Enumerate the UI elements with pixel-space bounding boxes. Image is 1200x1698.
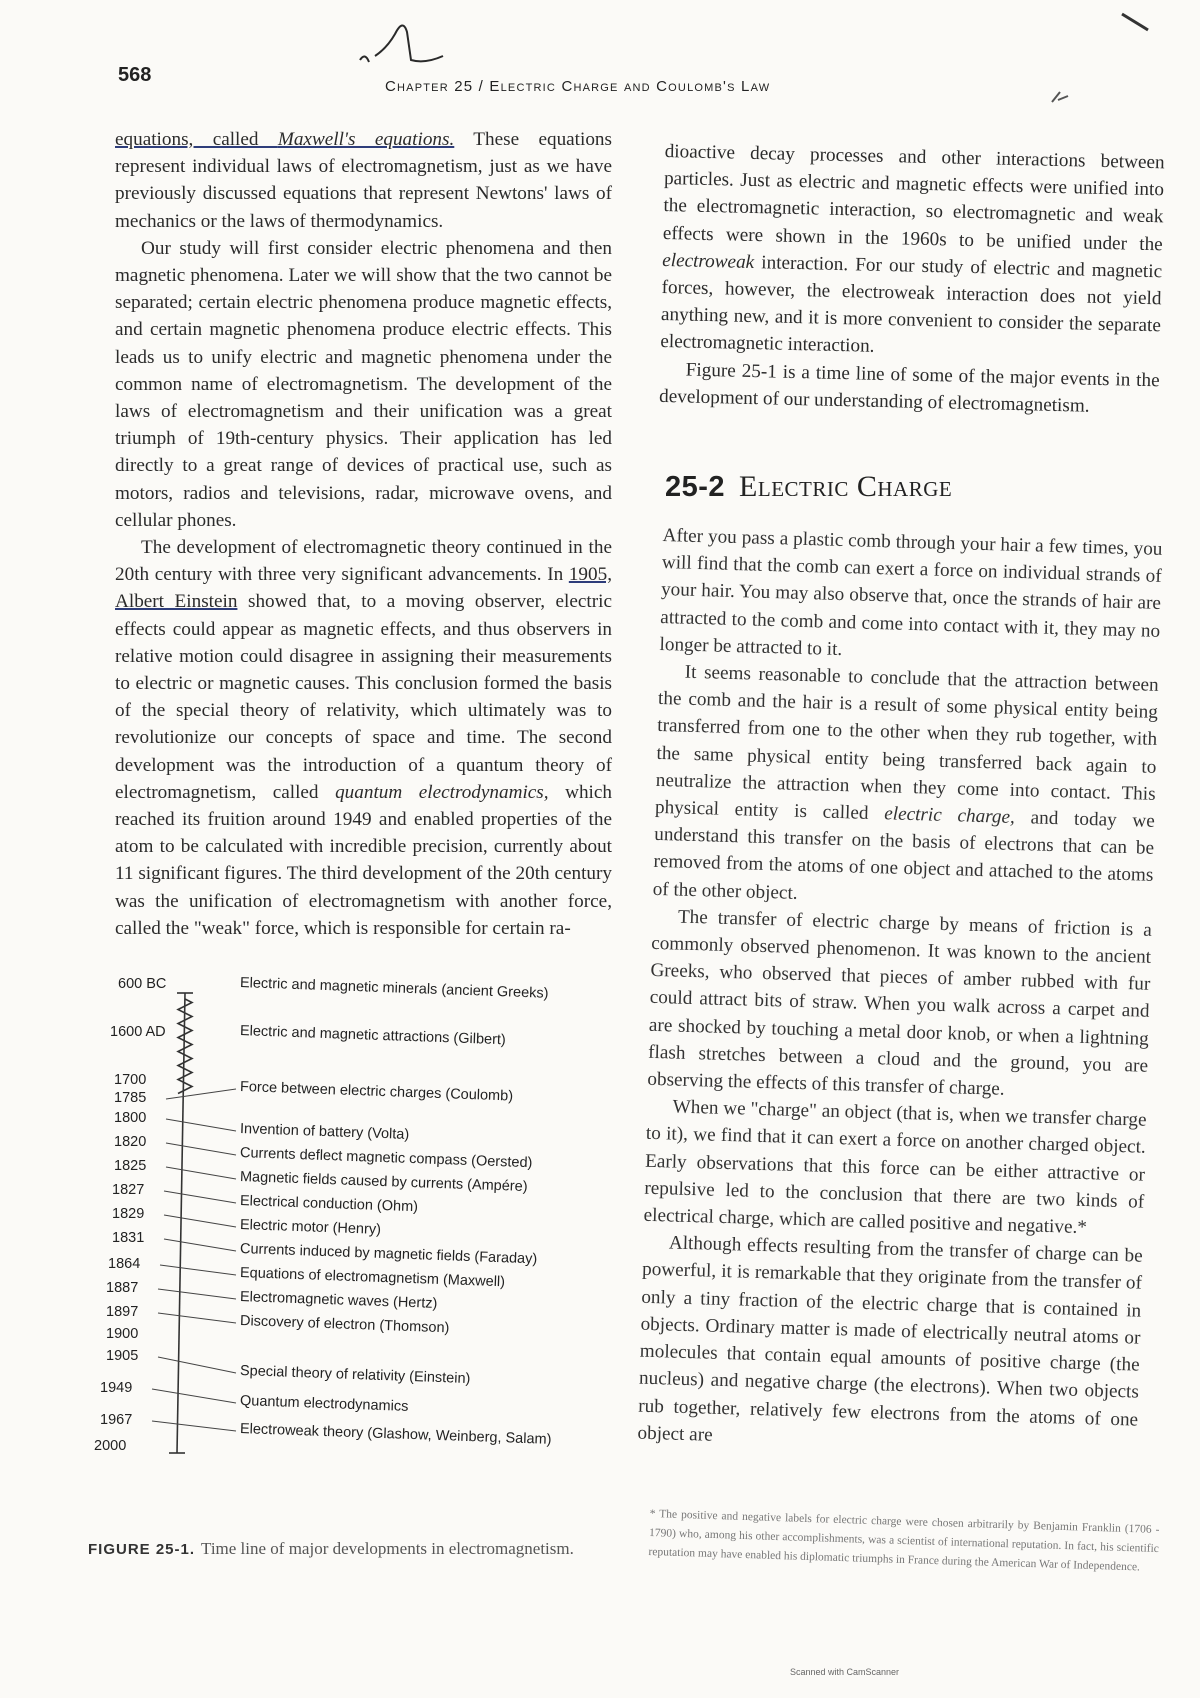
timeline-event: Quantum electrodynamics bbox=[239, 1393, 409, 1415]
qed-term: quantum electrodynamics, bbox=[335, 781, 549, 803]
timeline-year: 1825 bbox=[114, 1158, 147, 1174]
electric-charge-term: electric charge, bbox=[883, 803, 1016, 828]
maxwell-term: Maxwell's equations. bbox=[277, 129, 455, 150]
figure-caption-text: Time line of major developments in electromagnetism. bbox=[201, 1539, 574, 1558]
timeline-event: Electric and magnetic minerals (ancient Greeks) bbox=[239, 975, 549, 1002]
left-column bbox=[115, 126, 612, 942]
timeline-event: Equations of electromagnetism (Maxwell) bbox=[239, 1265, 506, 1291]
timeline-tick bbox=[158, 1289, 236, 1299]
page-number: 568 bbox=[118, 64, 152, 86]
timeline-year: 1864 bbox=[108, 1256, 141, 1272]
section-paragraph-1: After you pass a plastic comb through your hair a few times, you will find that the comb can exert a force on individual strands of your hair. You may also observe that, once the strands of hair are attracted to the comb and come into contact with it, they may no longer be attracted to it. bbox=[659, 524, 1163, 660]
text-run: The development of electromagnetic theory continued in the 20th century with three very significant advancements. In bbox=[115, 537, 612, 586]
right-column bbox=[659, 138, 1165, 421]
left-paragraph-3 bbox=[115, 534, 612, 942]
timeline-event: Electric motor (Henry) bbox=[239, 1217, 382, 1238]
timeline-year: 1700 bbox=[114, 1072, 147, 1088]
timeline-year: 2000 bbox=[94, 1438, 127, 1454]
timeline-tick bbox=[164, 1215, 236, 1227]
timeline-event: Electromagnetic waves (Hertz) bbox=[239, 1289, 438, 1312]
timeline-tick bbox=[160, 1265, 236, 1275]
right-paragraph-1 bbox=[660, 138, 1165, 367]
scan-label: Scanned with CamScanner bbox=[790, 1667, 900, 1677]
text-run: interaction. For our study of electric and magnetic forces, however, the electroweak interaction does not yield anything new, and it is more convenient to consider the separate electromagnetic interaction. bbox=[660, 251, 1163, 358]
section-title: Electric Charge bbox=[739, 470, 953, 503]
timeline-year: 600 BC bbox=[118, 976, 167, 992]
timeline-year: 1785 bbox=[114, 1090, 147, 1106]
timeline-year: 1949 bbox=[100, 1380, 133, 1396]
section-paragraph-2 bbox=[652, 658, 1159, 917]
timeline-year: 1600 AD bbox=[110, 1024, 166, 1040]
text-run: and today we understand this transfer on the basis of electrons that can be removed from the atoms of one object and attached to the atoms of the other object. bbox=[652, 806, 1156, 904]
section-heading bbox=[665, 470, 952, 504]
timeline-tick bbox=[152, 1421, 236, 1431]
timeline-year: 1827 bbox=[112, 1182, 145, 1198]
pencil-mark-icon bbox=[1048, 88, 1078, 108]
text-run: equations, called bbox=[115, 129, 278, 150]
chapter-title: Chapter 25 / Electric Charge and Coulomb's Law bbox=[385, 78, 771, 95]
text-run: dioactive decay processes and other interactions between particles. Just as electric and magnetic effects were unified into the electromagnetic interaction, so electromagnetic and weak effects were shown in the 1960s to be unified under the bbox=[662, 140, 1165, 255]
left-paragraph-2: Our study will first consider electric phenomena and then magnetic phenomena. Later we will show that the two cannot be separated; certain electric phenomena produce magnetic effects, and certain magnetic phenomena produce electric effects. This leads us to unify electric and magnetic phenomena under the common name of electromagnetism. The development of the laws of electromagnetism and their unification was a great triumph of 19th-century physics. Their application has led directly to a great range of devices of practical use, such as motors, radios and televisions, radar, microwave ovens, and cellular phones. bbox=[115, 237, 612, 531]
figure-label: FIGURE 25-1. bbox=[88, 1541, 196, 1558]
timeline-year: 1800 bbox=[114, 1110, 147, 1126]
figure-caption bbox=[88, 1537, 608, 1562]
timeline-year: 1831 bbox=[112, 1230, 145, 1246]
timeline-tick bbox=[166, 1119, 236, 1131]
timeline-event: Invention of battery (Volta) bbox=[239, 1121, 410, 1143]
timeline-event: Currents induced by magnetic fields (Faraday) bbox=[239, 1241, 538, 1268]
timeline-tick bbox=[166, 1143, 236, 1155]
footnote: * The positive and negative labels for electric charge were chosen arbitrarily by Benjamin Franklin (1706 - 1790) who, among his other accomplishments, was a scientist of international reputation. In fact, his scientific reputation may have enabled his diplomatic triumphs in France during the American War of Independence. bbox=[648, 1507, 1160, 1574]
timeline-year: 1967 bbox=[100, 1412, 133, 1428]
timeline-tick bbox=[158, 1357, 236, 1373]
section-paragraph-4: When we "charge" an object (that is, when we transfer charge to it), we find that it can exert a force on another charged object. Early observations that this force can be either attractive or repulsive led to the conclusion that there are two kinds of electrical charge, which are called positive and negative.* bbox=[643, 1096, 1147, 1239]
electroweak-term: electroweak bbox=[661, 249, 755, 273]
einstein-underline: 1905, Albert Einstein bbox=[115, 564, 612, 613]
right-paragraph-2: Figure 25-1 is a time line of some of the major events in the development of our understanding of electromagnetism. bbox=[658, 359, 1160, 417]
timeline-figure bbox=[90, 975, 650, 1530]
timeline-event: Currents deflect magnetic compass (Oersted) bbox=[239, 1145, 533, 1172]
text-run: showed that, to a moving observer, electric effects could appear as magnetic effects, and thus observers in relative motion could disagree in assigning their measurements to electric or magnetic causes. This conclusion formed the basis of the special theory of relativity, which ultimately was to revolutionize our concepts of space and time. The second development was the introduction of a quantum theory of electromagnetism, called bbox=[115, 591, 612, 803]
timeline-year: 1905 bbox=[106, 1348, 139, 1364]
timeline-year: 1829 bbox=[112, 1206, 145, 1222]
timeline-tick bbox=[166, 1089, 236, 1099]
text-run: It seems reasonable to conclude that the attraction between the comb and the hair is a result of some physical entity being transferred from one to the other when they rub together, with the same physical entity being transferred back again to neutralize the attraction when they come into contact. This physical entity is called bbox=[654, 661, 1159, 825]
section-paragraph-3: The transfer of electric charge by means of friction is a commonly observed phenomenon. It was known to the ancient Greeks, who observed that pieces of amber rubbed with fur could attract bits of straw. When you walk across a carpet and are shocked by touching a metal door knob, or when a lightning flash stretches between a cloud and the ground, you are observing the effects of this transfer of charge. bbox=[647, 906, 1153, 1100]
timeline-year: 1900 bbox=[106, 1326, 139, 1342]
timeline-year: 1820 bbox=[114, 1134, 147, 1150]
timeline-event: Electrical conduction (Ohm) bbox=[239, 1193, 419, 1216]
timeline-tick bbox=[166, 1167, 236, 1179]
timeline-event: Force between electric charges (Coulomb) bbox=[239, 1079, 514, 1105]
timeline-tick bbox=[164, 1239, 236, 1251]
section-number: 25-2 bbox=[665, 471, 726, 503]
timeline-tick bbox=[152, 1389, 236, 1403]
text-run: which reached its fruition around 1949 and enabled properties of the atom to be calculated with incredible precision, currently about 11 significant figures. The third development of the 20th century was the unification of electromagnetism with another force, called the "weak" force, which is responsible for certain ra- bbox=[115, 781, 612, 939]
handwritten-scribble-icon bbox=[355, 12, 505, 72]
section-paragraph-5: Although effects resulting from the transfer of charge can be powerful, it is remarkable that they originate from the transfer of only a tiny fraction of the electric charge that is contained in objects. Ordinary matter is made of electrically neutral atoms or molecules that contain equal amounts of positive charge (the nucleus) and negative charge (the electrons). When two objects rub together, relatively few electrons from the atoms of one object are bbox=[637, 1232, 1143, 1446]
timeline-year: 1887 bbox=[106, 1280, 139, 1296]
timeline-event: Special theory of relativity (Einstein) bbox=[239, 1363, 471, 1388]
timeline-tick bbox=[158, 1313, 236, 1323]
scale-break-squiggle bbox=[178, 999, 192, 1094]
corner-mark-icon bbox=[1118, 6, 1158, 36]
timeline-event: Electric and magnetic attractions (Gilbert) bbox=[239, 1023, 507, 1049]
timeline-event: Magnetic fields caused by currents (Ampére) bbox=[239, 1169, 528, 1196]
text-run: These equations represent individual laws of electromagnetism, just as we have previously discussed equations that represent Newtons' laws of mechanics or the laws of thermodynamics. bbox=[115, 129, 612, 232]
section-body bbox=[637, 522, 1163, 1461]
timeline-event: Electroweak theory (Glashow, Weinberg, Salam) bbox=[239, 1421, 552, 1448]
left-paragraph-1 bbox=[115, 126, 612, 235]
timeline-tick bbox=[164, 1191, 236, 1203]
timeline-event: Discovery of electron (Thomson) bbox=[239, 1313, 450, 1337]
timeline-year: 1897 bbox=[106, 1304, 139, 1320]
